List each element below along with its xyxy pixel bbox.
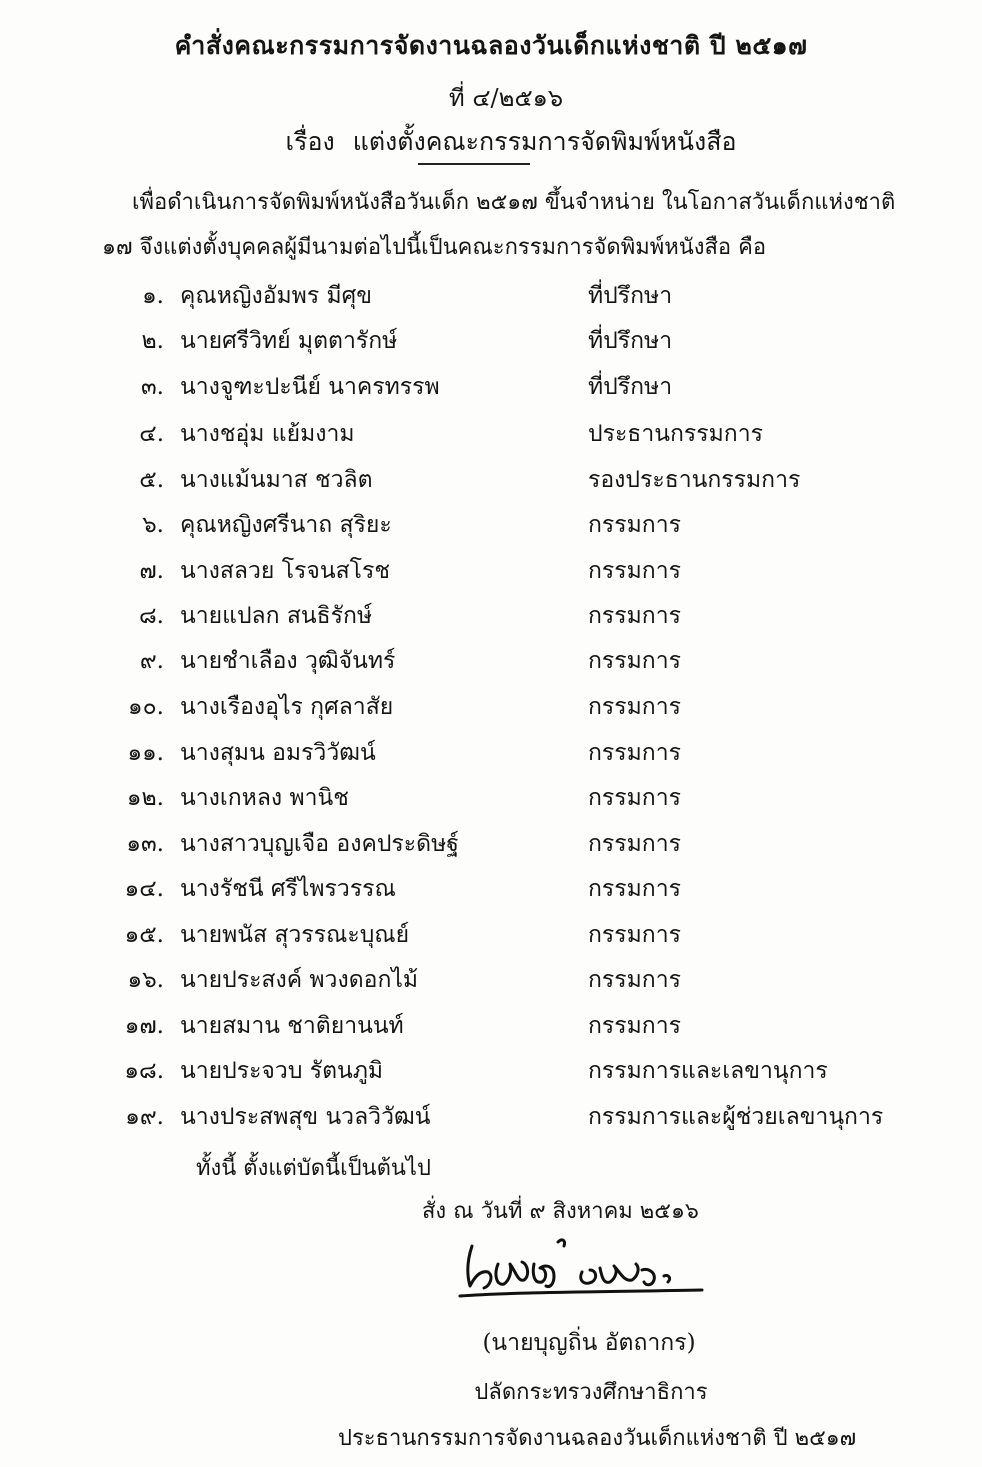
item-number: ๑๑.: [127, 740, 164, 766]
title-divider: [418, 163, 530, 165]
member-name: นางสุมน อมรวิวัฒน์: [180, 740, 376, 766]
list-item: [0, 553, 982, 593]
signer-position-2: ประธานกรรมการจัดงานฉลองวันเด็กแห่งชาติ ปี ๒๕๑๗: [338, 1426, 857, 1451]
member-name: นางเรืองอุไร กุศลาสัย: [180, 694, 394, 720]
list-item: [0, 735, 982, 775]
intro-paragraph-line-1: เพื่อดำเนินการจัดพิมพ์หนังสือวันเด็ก ๒๕๑๗ ขึ้นจำหน่าย ในโอกาสวันเด็กแห่งชาติ: [132, 190, 896, 215]
item-number: ๑๙.: [125, 1104, 164, 1130]
member-role: กรรมการและเลขานุการ: [588, 1058, 828, 1084]
intro-paragraph-line-2: ๑๗ จึงแต่งตั้งบุคคลผู้มีนามต่อไปนี้เป็นคณะกรรมการจัดพิมพ์หนังสือ คือ: [102, 235, 767, 260]
item-number: ๑๗.: [124, 1013, 164, 1039]
member-role: รองประธานกรรมการ: [588, 467, 801, 493]
member-name: นางประสพสุข นวลวิวัฒน์: [180, 1104, 431, 1130]
member-role: กรรมการ: [588, 512, 681, 538]
list-item: [0, 689, 982, 729]
item-number: ๒.: [141, 328, 164, 354]
list-item: [0, 1099, 982, 1139]
member-name: นางเกหลง พานิช: [180, 785, 349, 811]
subject-label: เรื่อง: [285, 127, 335, 156]
member-role: ที่ปรึกษา: [588, 374, 673, 400]
list-item: [0, 598, 982, 638]
list-item: [0, 643, 982, 683]
list-item: [0, 323, 982, 363]
member-name: นางแม้นมาส ชวลิต: [180, 467, 373, 493]
member-name: นายศรีวิทย์ มุตตารักษ์: [180, 328, 398, 354]
member-name: นายพนัส สุวรรณะบุณย์: [180, 922, 410, 948]
item-number: ๘.: [138, 603, 164, 629]
member-role: กรรมการ: [588, 831, 681, 857]
document-title: คำสั่งคณะกรรมการจัดงานฉลองวันเด็กแห่งชาติ ปี ๒๕๑๗: [174, 31, 808, 60]
item-number: ๓.: [140, 374, 164, 400]
item-number: ๑๖.: [127, 967, 164, 993]
member-name: คุณหญิงศรีนาถ สุริยะ: [180, 512, 392, 538]
member-name: นางชอุ่ม แย้มงาม: [180, 421, 355, 447]
list-item: [0, 1053, 982, 1093]
item-number: ๑๔.: [124, 876, 164, 902]
item-number: ๙.: [139, 648, 164, 674]
list-item: [0, 871, 982, 911]
item-number: ๖.: [142, 512, 164, 538]
list-item: [0, 462, 982, 502]
member-name: นายชำเลือง วุฒิจันทร์: [180, 648, 396, 674]
list-item: [0, 917, 982, 957]
list-item: [0, 369, 982, 409]
order-date: สั่ง ณ วันที่ ๙ สิงหาคม ๒๕๑๖: [422, 1199, 699, 1224]
handwritten-signature: [454, 1234, 724, 1304]
signer-name: (นายบุญถิ่น อัตถากร): [482, 1330, 696, 1356]
member-role: ที่ปรึกษา: [588, 328, 673, 354]
item-number: ๑๒.: [126, 785, 164, 811]
item-number: ๑๐.: [128, 694, 164, 720]
member-role: กรรมการ: [588, 1013, 681, 1039]
member-name: นางจูฑะปะนีย์ นาครทรรพ: [180, 374, 440, 400]
member-role: กรรมการ: [588, 967, 681, 993]
member-name: นางรัชนี ศรีไพรวรรณ: [180, 876, 396, 902]
member-role: ที่ปรึกษา: [588, 283, 673, 309]
item-number: ๑.: [142, 283, 164, 309]
list-item: [0, 1008, 982, 1048]
member-role: กรรมการ: [588, 603, 681, 629]
item-number: ๑๓.: [126, 831, 164, 857]
list-item: [0, 780, 982, 820]
member-role: กรรมการและผู้ช่วยเลขานุการ: [588, 1104, 884, 1130]
member-name: นางสลวย โรจนสโรช: [180, 558, 390, 584]
list-item: [0, 826, 982, 866]
item-number: ๑๘.: [124, 1058, 164, 1084]
list-item: [0, 507, 982, 547]
item-number: ๗.: [139, 558, 164, 584]
subject-line: [0, 122, 982, 162]
member-name: นายประสงค์ พวงดอกไม้: [180, 967, 419, 993]
member-role: กรรมการ: [588, 922, 681, 948]
member-name: นายประจวบ รัตนภูมิ: [180, 1058, 384, 1084]
subject-text: แต่งตั้งคณะกรรมการจัดพิมพ์หนังสือ: [352, 127, 737, 156]
signer-position: ปลัดกระทรวงศึกษาธิการ: [474, 1380, 708, 1405]
item-number: ๔.: [139, 421, 164, 447]
member-name: คุณหญิงอัมพร มีศุข: [180, 283, 372, 309]
member-role: กรรมการ: [588, 740, 681, 766]
order-number: ที่ ๔/๒๕๑๖: [448, 84, 564, 112]
member-role: กรรมการ: [588, 558, 681, 584]
list-item: [0, 278, 982, 318]
list-item: [0, 416, 982, 456]
member-role: กรรมการ: [588, 648, 681, 674]
member-role: ประธานกรรมการ: [588, 421, 763, 447]
member-role: กรรมการ: [588, 785, 681, 811]
member-role: กรรมการ: [588, 694, 681, 720]
item-number: ๕.: [139, 467, 164, 493]
member-name: นายสมาน ชาติยานนท์: [180, 1013, 404, 1039]
item-number: ๑๕.: [124, 922, 164, 948]
member-name: นายแปลก สนธิรักษ์: [180, 603, 373, 629]
effective-statement: ทั้งนี้ ตั้งแต่บัดนี้เป็นต้นไป: [196, 1156, 431, 1181]
member-role: กรรมการ: [588, 876, 681, 902]
member-name: นางสาวบุญเจือ องคประดิษฐ์: [180, 831, 459, 857]
list-item: [0, 962, 982, 1002]
